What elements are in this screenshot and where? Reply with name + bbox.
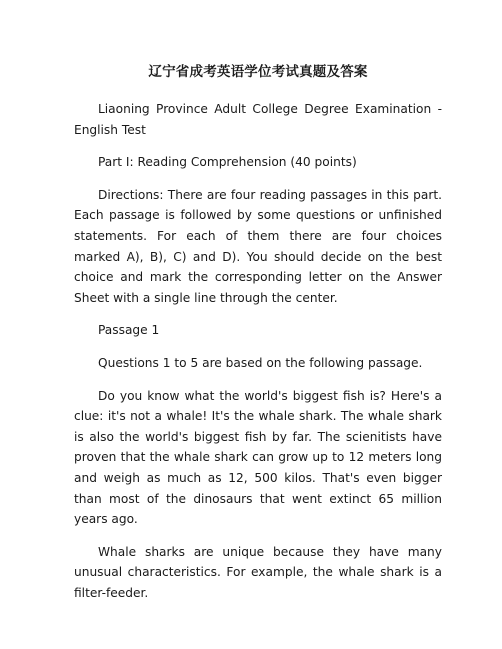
paragraph-directions: Directions: There are four reading passages in this part. Each passage is followed by some questions or unfinished statements. For each of them there are four choices marked A), B), C) and D). You should decide on the best choice and mark the corresponding letter on the Answer Sheet with a single line through the center. — [74, 187, 442, 305]
paragraph-passage-body-1: Do you know what the world's biggest fish is? Here's a clue: it's not a whale! It's the whale shark. The whale shark is also the world's biggest fish by far. The scienitists have proven that the whale shark can grow up to 12 meters long and weigh as much as 12, 500 kilos. That's even bigger than most of the dinosaurs that went extinct 65 million years ago. — [74, 388, 442, 527]
paragraph-part-heading: Part I: Reading Comprehension (40 points) — [98, 155, 357, 170]
paragraph-passage-body-2: Whale sharks are unique because they have many unusual characteristics. For example, the whale shark is a filter-feeder. — [74, 544, 442, 600]
paragraph-passage-label: Passage 1 — [98, 323, 160, 338]
paragraph-exam-name: Liaoning Province Adult College Degree Examination - English Test — [74, 102, 442, 137]
document-page — [74, 62, 442, 615]
paragraph-questions-intro: Questions 1 to 5 are based on the following passage. — [98, 355, 423, 370]
document-title: 辽宁省成考英语学位考试真题及答案 — [148, 64, 368, 80]
